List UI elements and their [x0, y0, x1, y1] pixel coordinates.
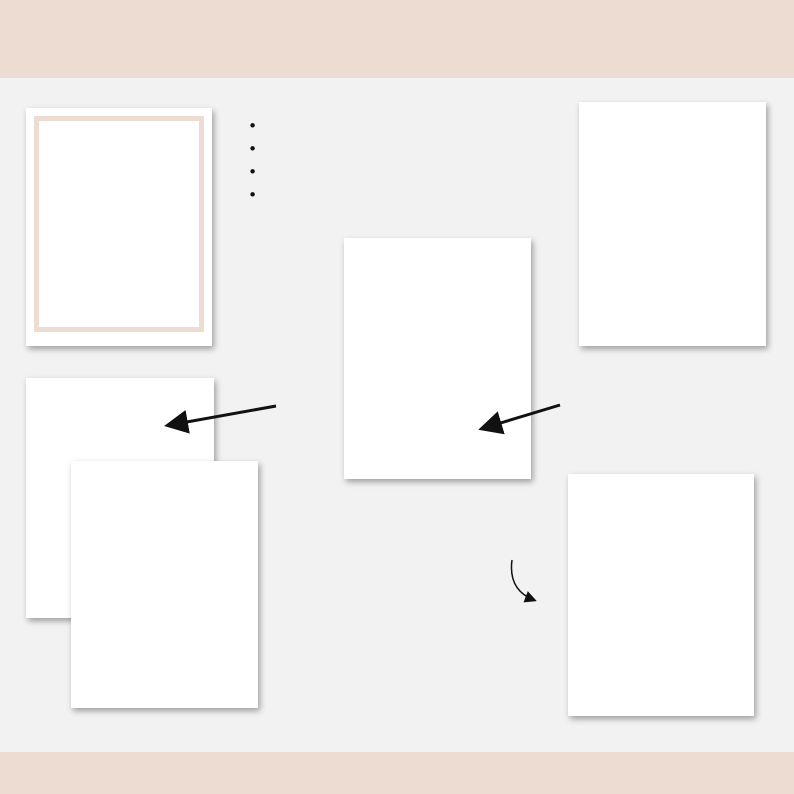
- symbol-arrow: [484, 405, 560, 428]
- abbrev-arrow: [170, 406, 276, 425]
- brand-name: [0, 752, 794, 794]
- donate-arrow: [511, 560, 534, 600]
